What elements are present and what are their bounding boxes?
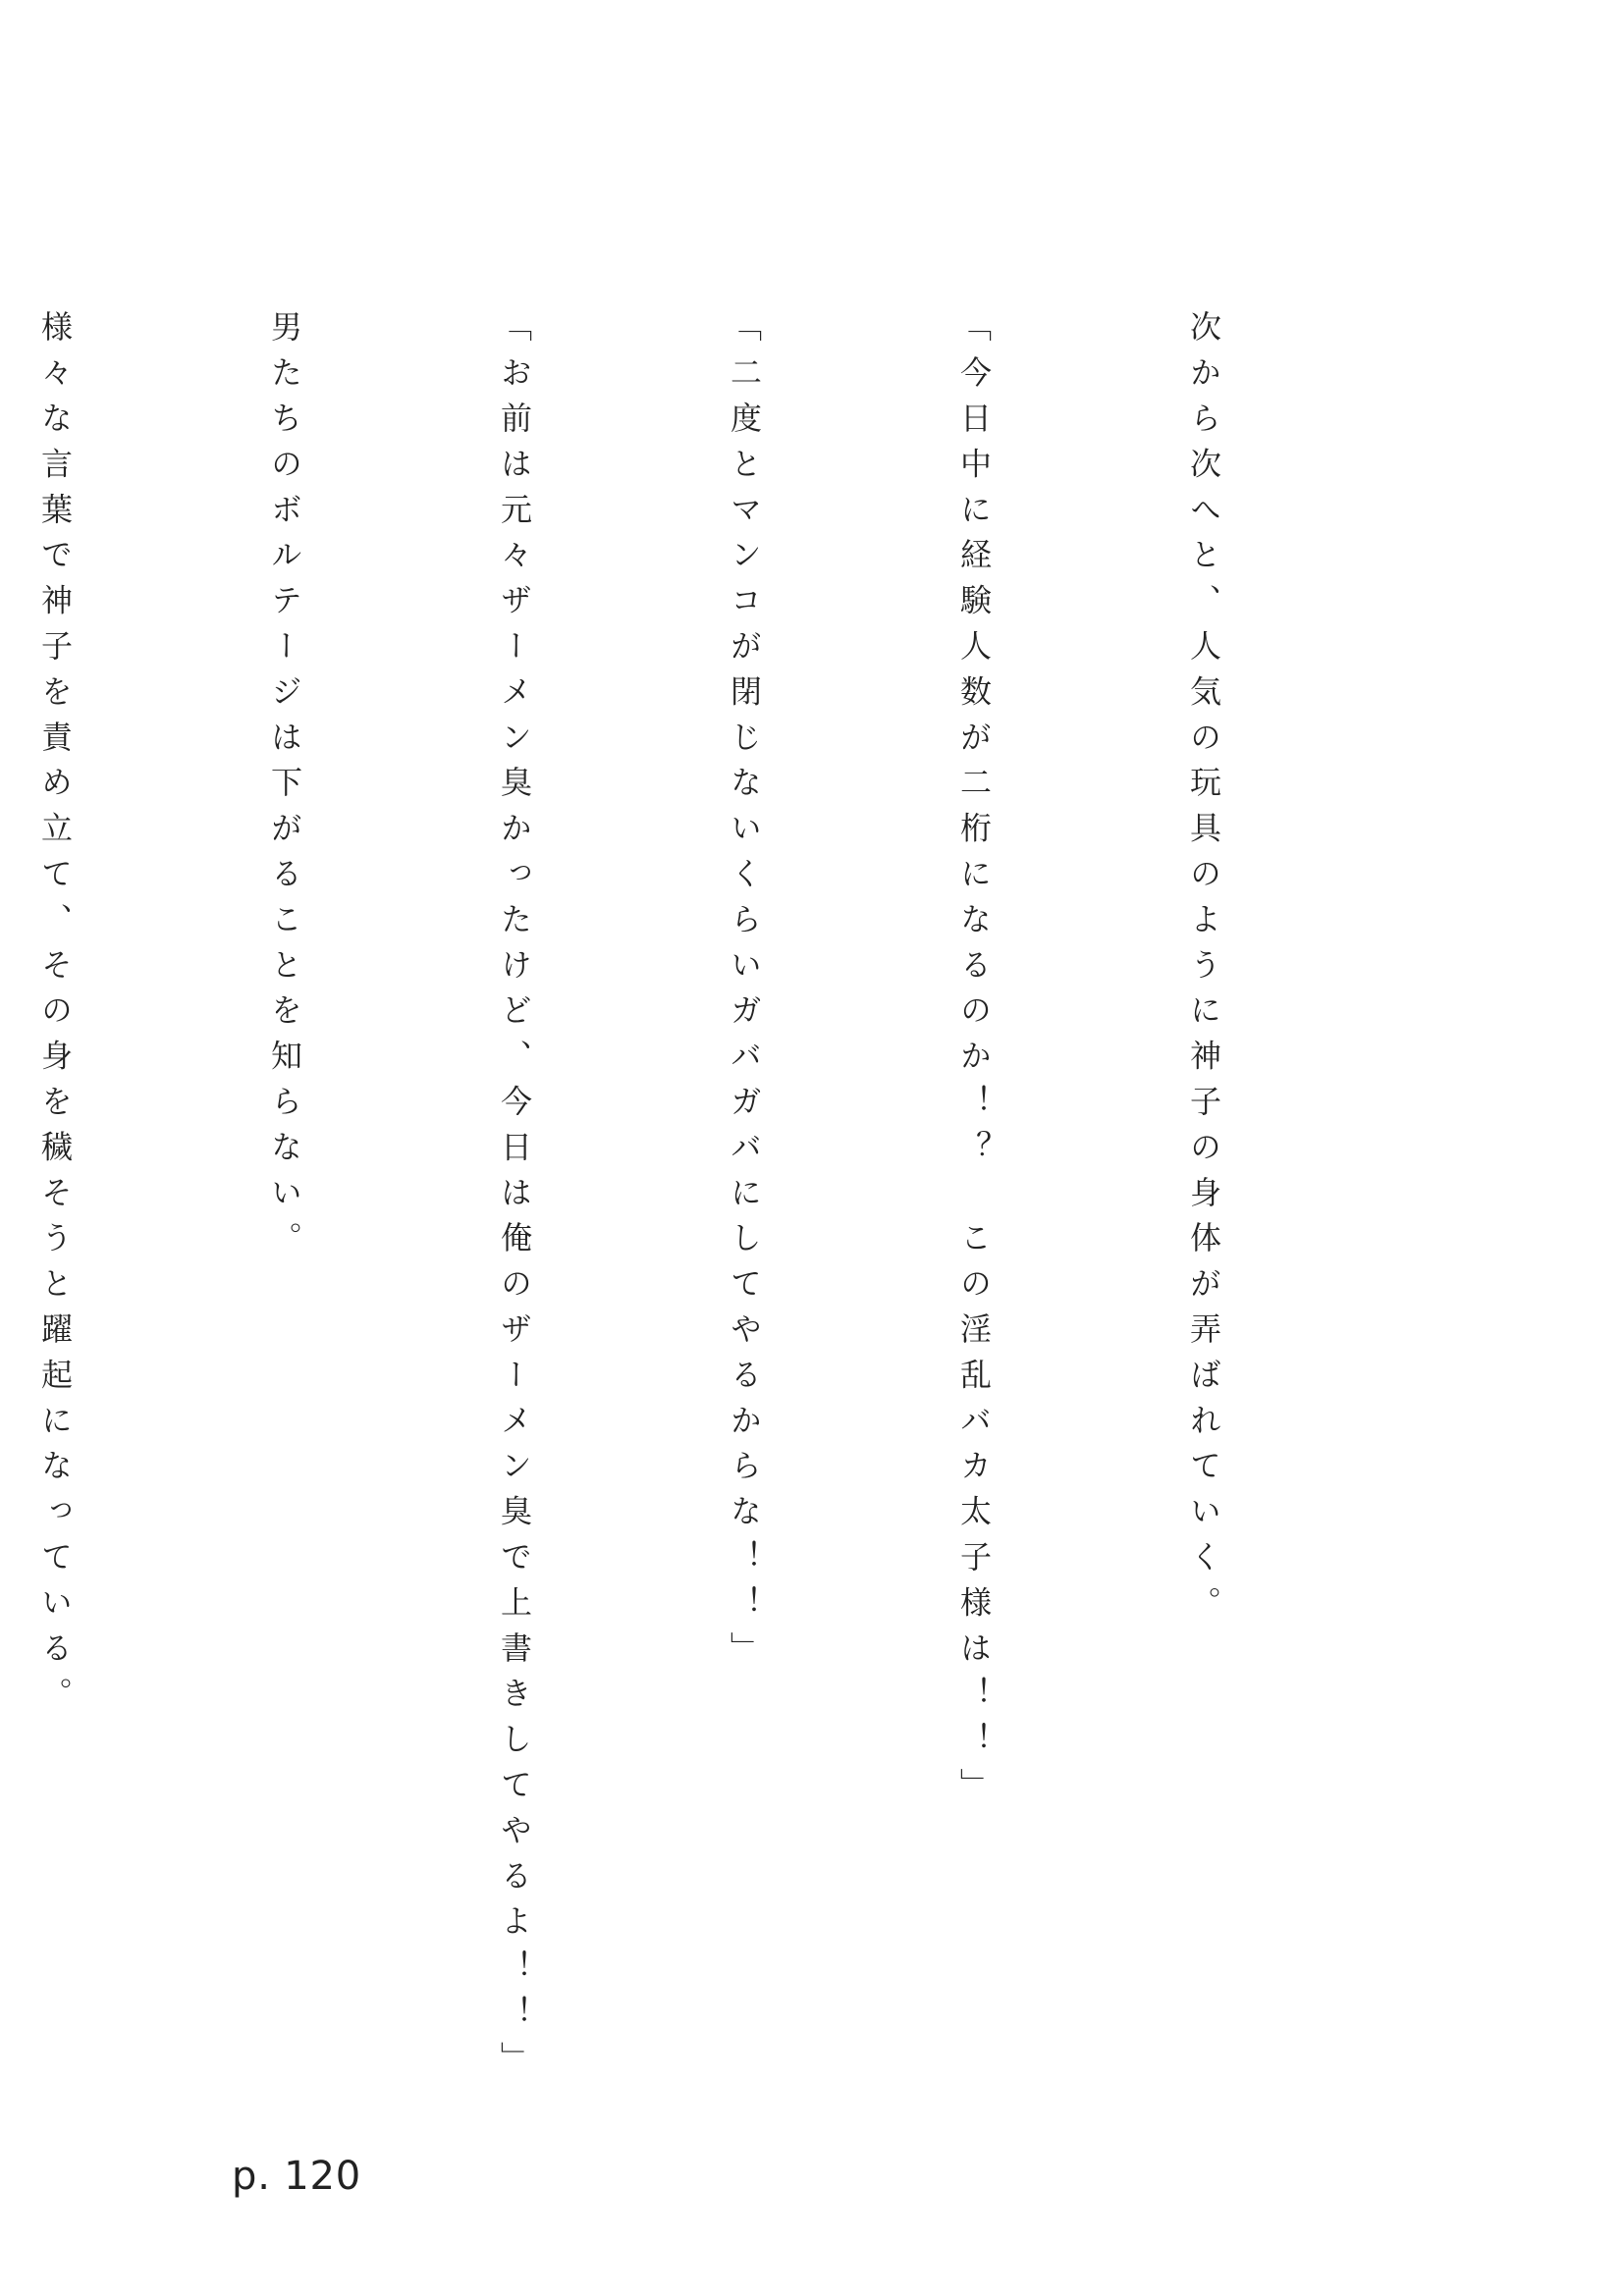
vertical-text-body bbox=[0, 310, 1395, 2087]
paragraph: 様々な言葉で神子を責め立て、その身を穢そうと躍起になっている。 bbox=[36, 310, 74, 1723]
dialogue-line: 「今日中に経験人数が二桁になるのか！？ この淫乱バカ太子様は！！」 bbox=[955, 310, 993, 1814]
paragraph: 男たちのボルテージは下がることを知らない。 bbox=[266, 310, 303, 1267]
dialogue-line: 「お前は元々ザーメン臭かったけど、今日は俺のザーメン臭で上書きしてやるよ！！」 bbox=[496, 310, 533, 2087]
paragraph: 次から次へと、人気の玩具のように神子の身体が弄ばれていく。 bbox=[1185, 310, 1222, 1631]
dialogue-line: 「二度とマンコが閉じないくらいガバガバにしてやるからな！！」 bbox=[726, 310, 763, 1677]
page-number: p. 120 bbox=[232, 2154, 361, 2199]
